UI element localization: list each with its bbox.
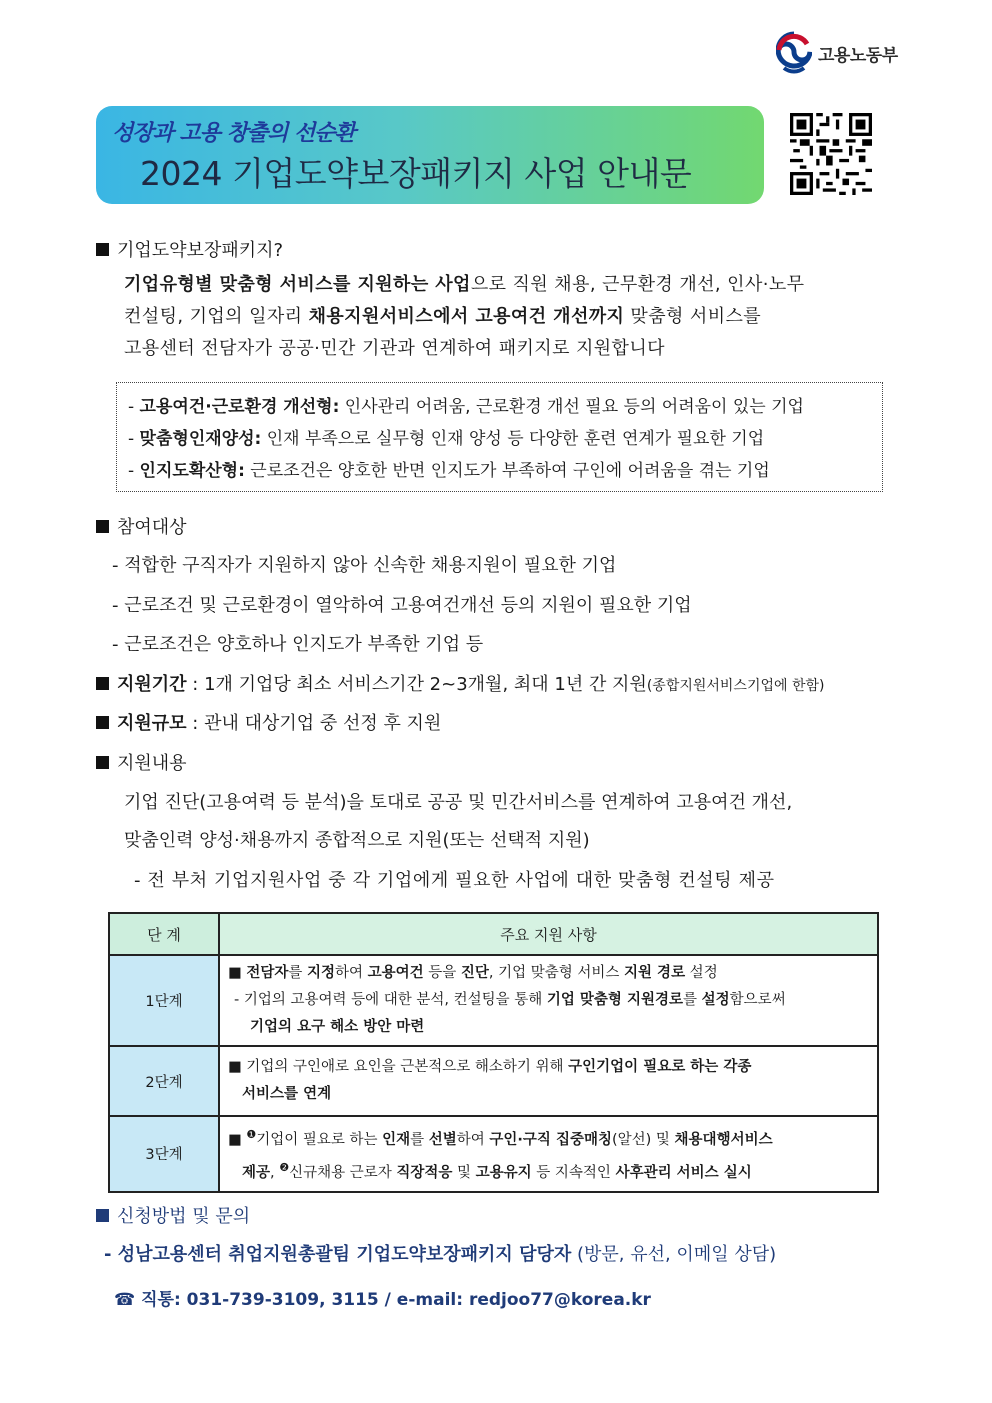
support-steps-table	[108, 912, 879, 1193]
taegeuk-emblem-icon	[776, 30, 812, 76]
banner-subtitle: 성장과 고용 창출의 선순환	[112, 121, 355, 146]
apply-center: - 성남고용센터 취업지원총괄팀 기업도약보장패키지 담당자	[104, 1244, 572, 1265]
row-text: 및	[452, 1164, 476, 1181]
type-item	[128, 424, 764, 449]
row-text: , 기업 맞춤형 서비스	[488, 965, 624, 981]
type-name: 인지도확산형:	[139, 461, 245, 481]
row-text: 를	[683, 992, 702, 1008]
period-line	[96, 670, 825, 696]
contact-info[interactable]: 직통: 031-739-3109, 3115 / e-mail: redjoo77@korea.kr	[141, 1290, 651, 1310]
apply-heading	[96, 1202, 250, 1228]
phone-icon: ☎	[114, 1290, 136, 1310]
row-bold: 제공	[242, 1164, 271, 1181]
intro-text-2b: 맞춤형 서비스를	[624, 306, 762, 327]
row-text: (알선) 및	[611, 1131, 675, 1148]
row-bold: 지원 경로	[624, 965, 686, 981]
row-text: 를	[288, 965, 307, 981]
content-line-3: - 전 부처 기업지원사업 중 각 기업에게 필요한 사업에 대한 맞춤형 컨설팅 제공	[134, 870, 775, 891]
square-bullet-icon	[96, 243, 109, 256]
number-one-icon: ❶	[246, 1128, 257, 1141]
target-heading-text: 참여대상	[117, 517, 187, 538]
scale-line	[96, 709, 441, 735]
row-text: 신규채용 근로자	[289, 1164, 397, 1181]
ministry-name: 고용노동부	[818, 45, 898, 66]
row-bold: 사후관리 서비스 실시	[615, 1164, 752, 1181]
row-text: ■	[228, 1131, 247, 1148]
row-text: ■	[228, 965, 247, 981]
row-bold: 구인기업이 필요로 하는 각종	[568, 1059, 752, 1075]
intro-text-1: 으로 직원 채용, 근무환경 개선, 인사·노무	[470, 274, 805, 295]
step-content	[219, 1116, 878, 1192]
table-row	[109, 1046, 878, 1116]
table-header-step: 단 계	[109, 913, 219, 955]
row-bold: 전담자	[246, 965, 289, 981]
contact-line	[114, 1285, 651, 1310]
row-text: 함으로써	[729, 992, 786, 1008]
intro-heading-text: 기업도약보장패키지?	[117, 240, 284, 261]
period-label: 지원기간	[117, 674, 187, 695]
number-two-icon: ❷	[279, 1160, 290, 1174]
intro-heading	[96, 236, 283, 262]
type-dash: -	[128, 397, 135, 417]
row-text: 하여	[334, 965, 368, 981]
content-heading	[96, 749, 187, 775]
row-text: 설정	[685, 965, 718, 981]
square-bullet-icon	[96, 520, 109, 533]
row-bold: 고용여건	[367, 965, 424, 981]
row-bold: 설정	[701, 992, 730, 1008]
scale-label: 지원규모	[117, 713, 187, 734]
type-name: 맞춤형인재양성:	[139, 429, 262, 449]
type-desc: 근로조건은 양호한 반면 인지도가 부족하여 구인에 어려움을 겪는 기업	[244, 461, 770, 481]
step-content	[219, 955, 878, 1046]
ministry-logo	[776, 30, 898, 76]
row-bold: 지정	[306, 965, 335, 981]
intro-paragraph	[124, 269, 898, 365]
intro-text-2a: 컨설팅, 기업의 일자리	[124, 306, 309, 327]
row-text: 등 지속적인	[531, 1164, 616, 1181]
content-line-2: 맞춤인력 양성·채용까지 종합적으로 지원(또는 선택적 지원)	[124, 830, 590, 851]
content-line-1: 기업 진단(고용여력 등 분석)을 토대로 공공 및 민간서비스를 연계하여 고용여건 개선,	[124, 792, 793, 813]
row-bold: 채용대행서비스	[674, 1131, 773, 1148]
step-content	[219, 1046, 878, 1116]
target-heading	[96, 513, 187, 539]
type-item	[128, 456, 770, 481]
row-text: 하여	[456, 1131, 490, 1148]
table-header-row	[109, 913, 878, 955]
row-text: 를	[410, 1131, 429, 1148]
type-desc: 인사관리 어려움, 근로환경 개선 필요 등의 어려움이 있는 기업	[339, 397, 804, 417]
intro-bold-1: 기업유형별 맞춤형 서비스를 지원하는 사업	[124, 274, 471, 295]
type-item	[128, 392, 804, 417]
row-text: 기업이 필요로 하는	[256, 1131, 383, 1148]
period-note: (종합지원서비스기업에 한함)	[646, 678, 825, 694]
row-bold: 고용유지	[475, 1164, 532, 1181]
target-item: - 적합한 구직자가 지원하지 않아 신속한 채용지원이 필요한 기업	[112, 555, 617, 576]
table-row	[109, 1116, 878, 1192]
row-text: - 기업의 고용여력 등에 대한 분석, 컨설팅을 통해	[234, 992, 547, 1008]
step-cell: 3단계	[109, 1116, 219, 1192]
period-text: : 1개 기업당 최소 서비스기간 2~3개월, 최대 1년 간 지원	[186, 674, 647, 695]
row-bold: 선별	[428, 1131, 457, 1148]
row-bold: 기업의 요구 해소 방안 마련	[250, 1019, 425, 1035]
square-bullet-icon	[96, 1209, 109, 1222]
row-bold: 기업 맞춤형 지원경로	[546, 992, 684, 1008]
square-bullet-icon	[96, 716, 109, 729]
intro-bold-2: 채용지원서비스에서 고용여건 개선까지	[308, 306, 625, 327]
content-heading-text: 지원내용	[117, 753, 187, 774]
row-text: ,	[270, 1164, 280, 1181]
apply-heading-text: 신청방법 및 문의	[117, 1206, 251, 1227]
step-cell: 2단계	[109, 1046, 219, 1116]
square-bullet-icon	[96, 677, 109, 690]
table-row	[109, 955, 878, 1046]
page-title: 2024 기업도약보장패키지 사업 안내문	[140, 154, 692, 193]
type-desc: 인재 부족으로 실무형 인재 양성 등 다양한 훈련 연계가 필요한 기업	[261, 429, 765, 449]
type-dash: -	[128, 429, 135, 449]
row-text: ■ 기업의 구인애로 요인을 근본적으로 해소하기 위해	[228, 1059, 569, 1075]
apply-methods: (방문, 유선, 이메일 상담)	[571, 1244, 777, 1265]
type-name: 고용여건·근로환경 개선형:	[139, 397, 340, 417]
row-bold: 구인·구직 집중매칭	[489, 1131, 612, 1148]
qr-code-icon[interactable]	[790, 113, 872, 195]
step-cell: 1단계	[109, 955, 219, 1046]
row-bold: 직장적응	[396, 1164, 453, 1181]
target-item: - 근로조건 및 근로환경이 열악하여 고용여건개선 등의 지원이 필요한 기업	[112, 595, 692, 616]
row-bold: 인재	[382, 1131, 411, 1148]
table-header-content: 주요 지원 사항	[219, 913, 878, 955]
target-item: - 근로조건은 양호하나 인지도가 부족한 기업 등	[112, 634, 484, 655]
square-bullet-icon	[96, 756, 109, 769]
intro-text-3: 고용센터 전담자가 공공·민간 기관과 연계하여 패키지로 지원합니다	[124, 338, 665, 359]
row-text: 등을	[423, 965, 461, 981]
row-bold: 서비스를 연계	[242, 1086, 332, 1102]
scale-text: : 관내 대상기업 중 선정 후 지원	[186, 713, 442, 734]
apply-line	[104, 1240, 776, 1266]
row-bold: 진단	[460, 965, 489, 981]
type-dash: -	[128, 461, 135, 481]
